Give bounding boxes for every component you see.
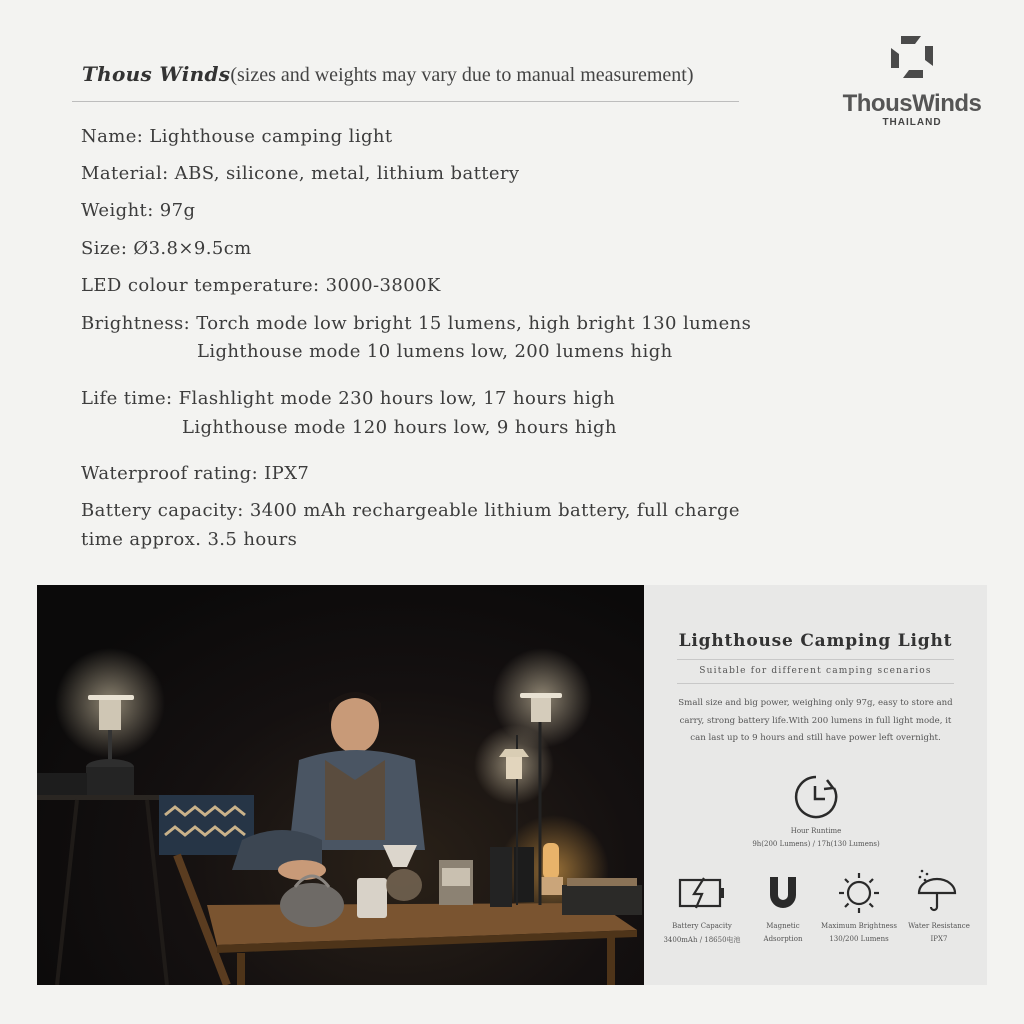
brightness-value: 130/200 Lumens	[829, 935, 889, 943]
clock-icon	[793, 774, 839, 820]
spec-brightness-continued: Lighthouse mode 10 lumens low, 200 lumens high	[197, 341, 673, 362]
panel-subtitle: Suitable for different camping scenarios	[699, 666, 932, 676]
brand-logo	[832, 32, 992, 132]
brightness-title: Maximum Brightness	[821, 922, 897, 930]
water-resistance-value: IPX7	[930, 935, 948, 943]
spec-size: Size: Ø3.8×9.5cm	[81, 238, 252, 259]
spec-waterproof: Waterproof rating: IPX7	[81, 463, 310, 484]
spec-material: Material: ABS, silicone, metal, lithium battery	[81, 163, 520, 184]
spec-color-temperature: LED colour temperature: 3000-3800K	[81, 275, 441, 296]
product-info-panel	[644, 585, 987, 985]
spec-weight: Weight: 97g	[81, 200, 196, 221]
panel-title: Lighthouse Camping Light	[678, 631, 953, 651]
magnet-icon	[766, 875, 800, 911]
page-title	[82, 62, 694, 87]
runtime-title: Hour Runtime	[790, 827, 842, 835]
description-line: carry, strong battery life.With 200 lumens in full light mode, it	[679, 715, 952, 726]
battery-value: 3400mAh / 18650电池	[663, 936, 741, 944]
panel-divider-top	[677, 659, 954, 660]
description-line: Small size and big power, weighing only 97g, easy to store and	[678, 698, 953, 708]
pinwheel-logo-icon	[887, 32, 937, 82]
spec-life-time: Life time: Flashlight mode 230 hours low, 17 hours high	[81, 388, 616, 409]
umbrella-icon	[916, 868, 958, 914]
description-line: can last up to 9 hours and still have power left overnight.	[690, 733, 941, 743]
logo-subtitle: THAILAND	[882, 117, 942, 128]
camping-scene-illustration	[37, 585, 644, 985]
spec-brightness: Brightness: Torch mode low bright 15 lumens, high bright 130 lumens	[81, 313, 752, 334]
spec-battery: Battery capacity: 3400 mAh rechargeable lithium battery, full charge	[81, 500, 740, 521]
camping-scene-photo	[37, 585, 644, 985]
water-resistance-title: Water Resistance	[908, 922, 970, 930]
runtime-value: 9h(200 Lumens) / 17h(130 Lumens)	[752, 840, 880, 848]
panel-divider-bottom	[677, 683, 954, 684]
magnet-value: Adsorption	[763, 935, 803, 943]
spec-name: Name: Lighthouse camping light	[81, 126, 393, 147]
spec-battery-continued: time approx. 3.5 hours	[81, 529, 298, 550]
sun-icon	[838, 872, 880, 914]
header-divider	[72, 101, 739, 102]
battery-title: Battery Capacity	[672, 922, 732, 930]
brand-name: Thous Winds	[82, 62, 231, 86]
measurement-note: (sizes and weights may vary due to manual measurement)	[230, 64, 694, 86]
logo-wordmark: ThousWinds	[842, 90, 982, 117]
battery-icon	[678, 876, 726, 910]
magnet-title: Magnetic	[766, 922, 800, 930]
panel-description	[674, 695, 957, 748]
spec-life-time-continued: Lighthouse mode 120 hours low, 9 hours high	[182, 417, 617, 438]
